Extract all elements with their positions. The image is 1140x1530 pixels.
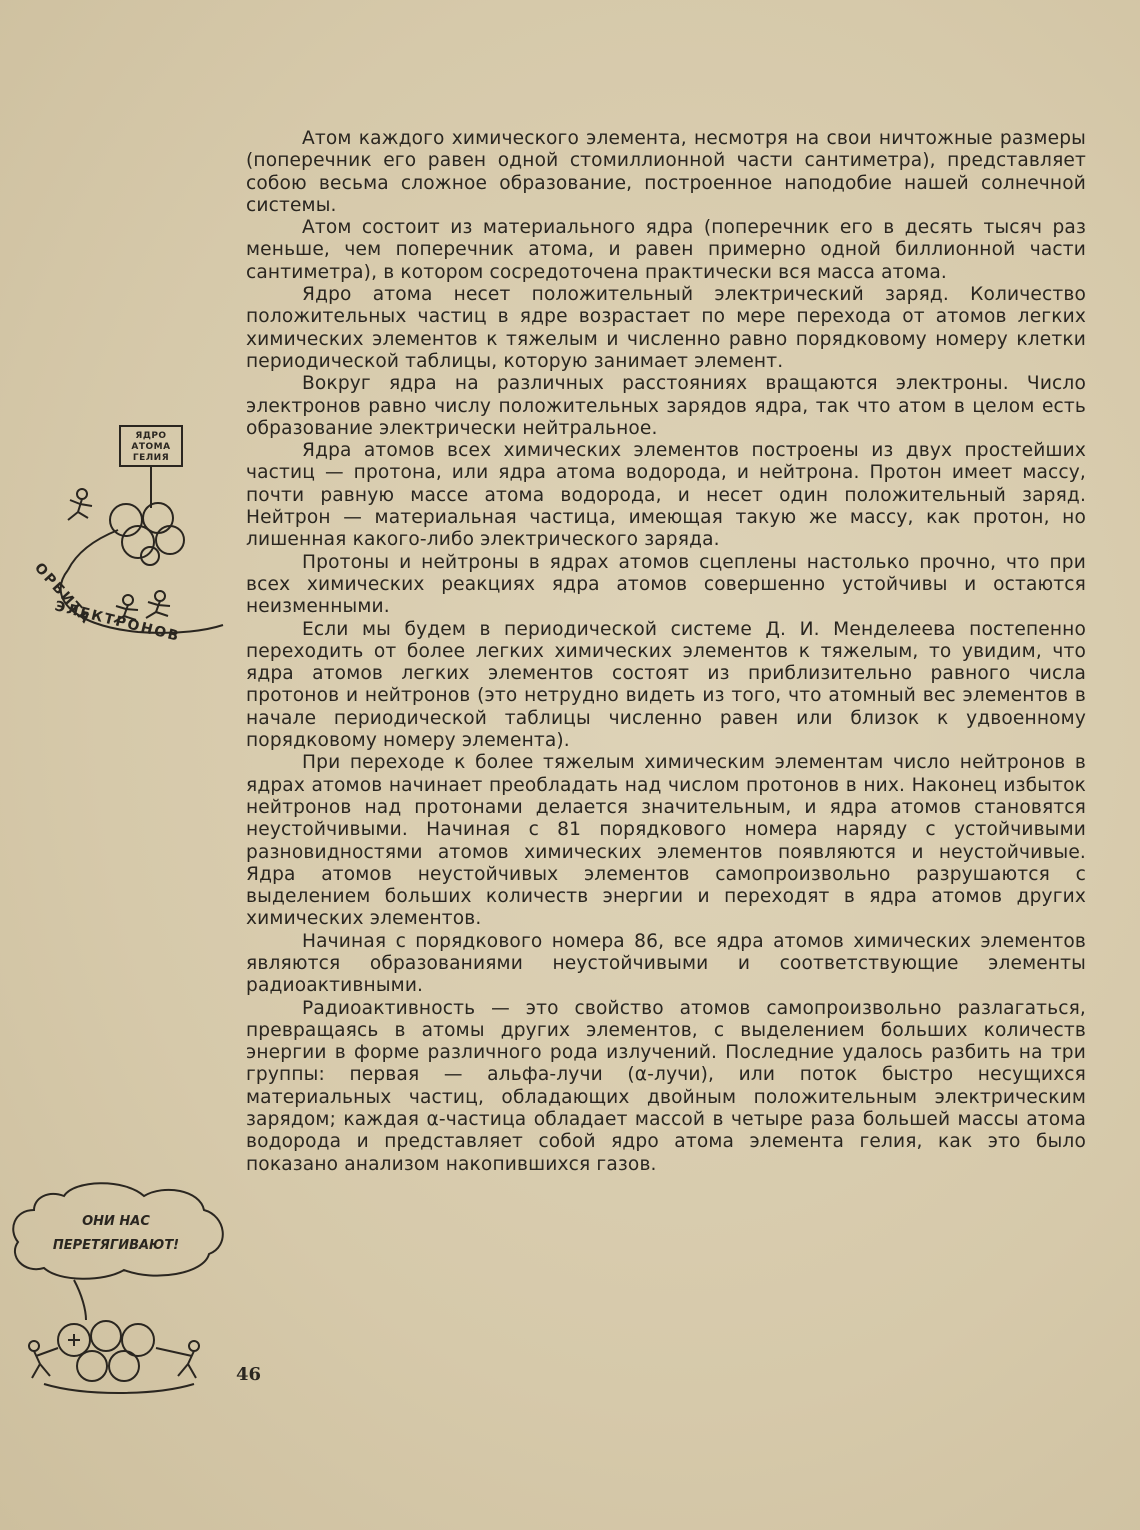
sign-text: АТОМА [131, 442, 171, 452]
paragraph: Атом каждого химического элемента, несмотря на свои ничтожные размеры (поперечник его равен одной стомиллионной части сантиметра), представляет собою весьма сложное образование, построенное наподобие нашей солнечной системы. [246, 128, 1086, 216]
paragraph: Если мы будем в периодической системе Д. И. Менделеева постепенно переходить от более легких химических элементов к тяжелым, то увидим, что ядра атомов легких элементов состоят из приблизительно равного числа протонов и нейтронов (это нетрудно видеть из того, что атомный вес элементов в начале периодической таблицы численно равен или близок к удвоенному порядковому номеру элемента). [246, 618, 1086, 752]
electron-body [68, 499, 92, 520]
helium-nucleus-illustration [28, 420, 228, 650]
figure-head [29, 1341, 39, 1351]
electron-head [77, 489, 87, 499]
orbit-label: ОРБИТА [31, 559, 95, 628]
particle [77, 1351, 107, 1381]
paragraph: Радиоактивность — это свойство атомов самопроизвольно разлагаться, превращаясь в атомы других элементов, с выделением больших количеств энергии в форме различного рода излучений. Последние удалось разбить на три группы: первая — альфа-лучи (α-лучи), или поток быстро несущихся материальных частиц, обладающих двойным положительным электрическим зарядом; каждая α-частица обладает массой в четыре раза большей массы атома водорода и представляет собой ядро атома элемента гелия, как это было показано анализом накопившихся газов. [246, 997, 1086, 1175]
speech-bubble [13, 1183, 223, 1279]
sign-text: ГЕЛИЯ [132, 453, 170, 463]
figure-body [32, 1348, 58, 1378]
figure-head [189, 1341, 199, 1351]
electron-body [146, 601, 170, 618]
paragraph: Ядро атома несет положительный электрический заряд. Количество положительных частиц в ядре возрастает по мере перехода от атомов легких химических элементов к тяжелым и численно равно порядковому номеру клетки периодической таблицы, которую занимает элемент. [246, 284, 1086, 372]
paragraph: Протоны и нейтроны в ядрах атомов сцеплены настолько прочно, что при всех химических реакциях ядра атомов совершенно устойчивы и остаются неизменными. [246, 551, 1086, 618]
figure-body [156, 1348, 196, 1378]
electron-head [155, 591, 165, 601]
paragraph: Вокруг ядра на различных расстояниях вращаются электроны. Число электронов равно числу положительных зарядов ядра, так что атом в целом есть образование электрически нейтральное. [246, 373, 1086, 439]
paragraph: Атом состоит из материального ядра (поперечник его в десять тысяч раз меньше, чем поперечник атома, и равен примерно одной биллионной части сантиметра), в котором сосредоточена практически вся масса атома. [246, 217, 1086, 283]
main-text [246, 128, 1086, 1176]
page-number: 46 [236, 1364, 262, 1385]
paragraph: Начиная с порядкового номера 86, все ядра атомов химических элементов являются образованиями неустойчивыми и соответствующие элементы радиоактивными. [246, 930, 1086, 997]
particle [109, 1351, 139, 1381]
orbit-path [68, 530, 118, 570]
sign-text: ЯДРО [135, 431, 167, 441]
orbit-label: ЭЛЕКТРОНОВ [53, 598, 182, 646]
bubble-text: ПЕРЕТЯГИВАЮТ! [52, 1238, 180, 1253]
bubble-text: ОНИ НАС [82, 1214, 150, 1229]
paragraph: При переходе к более тяжелым химическим элементам число нейтронов в ядрах атомов начинает преобладать над числом протонов в них. Наконец избыток нейтронов над протонами делается значительным, и ядра атомов становятся неустойчивыми. Начиная с 81 порядкового номера наряду с устойчивыми разновидностями атомов химических элементов появляются и неустойчивые. Ядра атомов неустойчивых элементов самопроизвольно разрушаются с выделением больших количеств энергии и переходят в ядра атомов других химических элементов. [246, 752, 1086, 930]
ground-line [44, 1384, 194, 1393]
paragraph: Ядра атомов всех химических элементов построены из двух простейших частиц — протона, или ядра атома водорода, и нейтрона. Протон имеет массу, почти равную массе атома водорода, и несет один положительный заряд. Нейтрон — материальная частица, имеющая такую же массу, как протон, но лишенная какого-либо электрического заряда. [246, 440, 1086, 551]
particle [156, 526, 184, 554]
electron-head [123, 595, 133, 605]
bubble-tail [74, 1280, 86, 1320]
particle [91, 1321, 121, 1351]
tug-of-war-illustration [4, 1170, 230, 1400]
